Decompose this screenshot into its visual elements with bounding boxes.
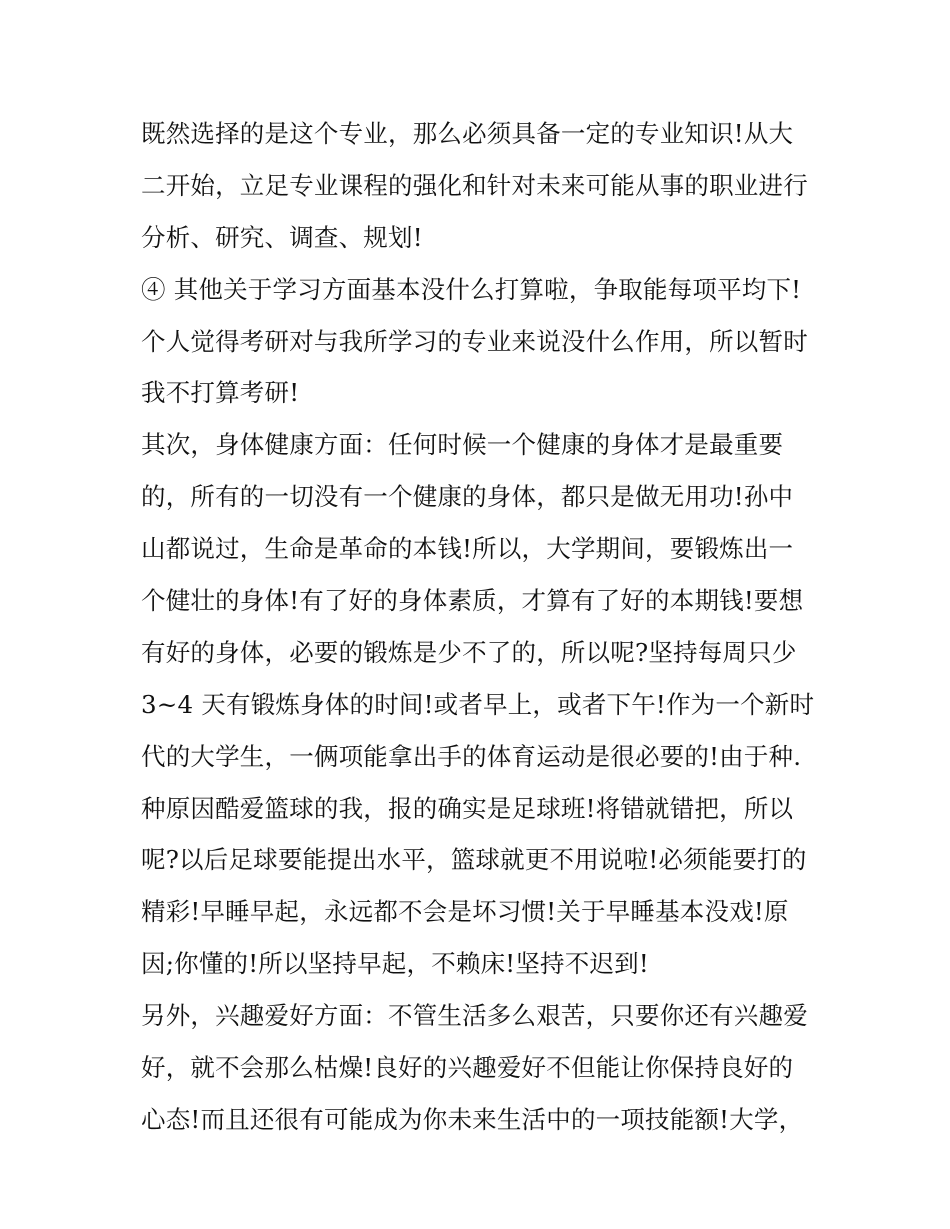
text-line: 二开始，立足专业课程的强化和针对未来可能从事的职业进行: [141, 170, 808, 200]
text-line: ④ 其他关于学习方面基本没什么打算啦，争取能每项平均下!: [141, 274, 802, 304]
text-line: 种原因酷爱篮球的我，报的确实是足球班!将错就错把，所以: [141, 793, 794, 823]
text-line: 山都说过，生命是革命的本钱!所以，大学期间，要锻炼出一: [141, 534, 794, 564]
text-line: 精彩!早睡早起，永远都不会是坏习惯!关于早睡基本没戏!原: [141, 897, 789, 927]
text-line: 3~4 天有锻炼身体的时间!或者早上，或者下午!作为一个新时: [141, 689, 815, 719]
text-line: 其次，身体健康方面：任何时候一个健康的身体才是最重要: [141, 430, 784, 460]
text-line: 既然选择的是这个专业，那么必须具备一定的专业知识!从大: [141, 119, 794, 148]
document-body: [141, 108, 821, 1146]
text-line: 因;你懂的!所以坚持早起，不赖床!坚持不迟到!: [141, 949, 649, 979]
text-line: 呢?以后足球要能提出水平，篮球就更不用说啦!必须能要打的: [141, 845, 807, 875]
text-line: 有好的身体，必要的锻炼是少不了的，所以呢?坚持每周只少: [141, 637, 797, 667]
text-line: 心态!而且还很有可能成为你未来生活中的一项技能额!大学，: [141, 1104, 804, 1134]
text-line: 代的大学生，一俩项能拿出手的体育运动是很必要的!由于种.: [141, 741, 802, 771]
text-line: 分析、研究、调查、规划!: [141, 222, 423, 252]
text-line: 个健壮的身体!有了好的身体素质，才算有了好的本期钱!要想: [141, 586, 804, 616]
text-line: 个人觉得考研对与我所学习的专业来说没什么作用，所以暂时: [141, 326, 808, 356]
text-line: 另外，兴趣爱好方面：不管生活多么艰苦，只要你还有兴趣爱: [141, 1001, 808, 1031]
text-line: 的，所有的一切没有一个健康的身体，都只是做无用功!孙中: [141, 482, 794, 512]
text-line: 我不打算考研!: [141, 378, 300, 408]
text-line: 好，就不会那么枯燥!良好的兴趣爱好不但能让你保持良好的: [141, 1053, 794, 1083]
